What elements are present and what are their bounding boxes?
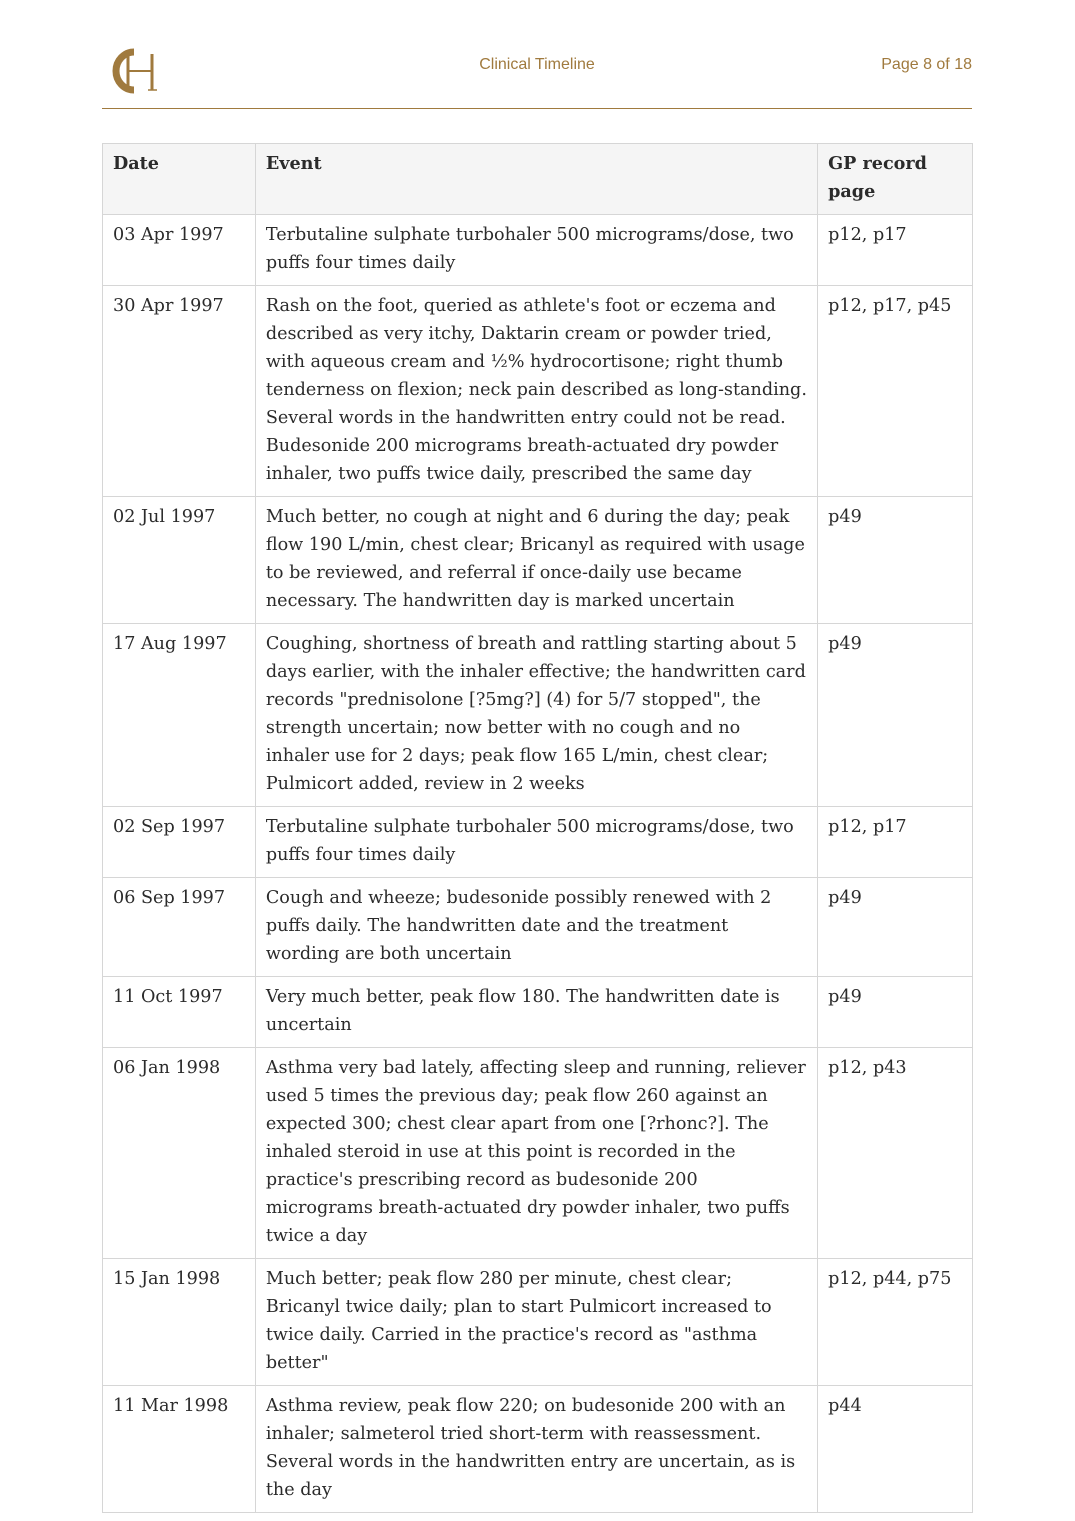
table-row [103, 624, 973, 807]
event-cell: Much better; peak flow 280 per minute, chest clear; Bricanyl twice daily; plan to start Pulmicort increased to twice daily. Carried in the practice's record as "asthma better" [255, 1259, 817, 1386]
gp-record-page-cell: p49 [818, 497, 973, 624]
event-cell: Asthma review, peak flow 220; on budesonide 200 with an inhaler; salmeterol tried short-term with reassessment. Several words in the handwritten entry are uncertain, as is the day [255, 1386, 817, 1513]
date-cell: 17 Aug 1997 [103, 624, 256, 807]
table-row [103, 286, 973, 497]
gp-record-page-cell: p12, p17, p45 [818, 286, 973, 497]
date-cell: 15 Jan 1998 [103, 1259, 256, 1386]
table-row [103, 977, 973, 1048]
gp-record-page-cell: p12, p43 [818, 1048, 973, 1259]
event-cell: Coughing, shortness of breath and rattling starting about 5 days earlier, with the inhaler effective; the handwritten card records "prednisolone [?5mg?] (4) for 5/7 stopped", the strength uncertain; now better with no cough and no inhaler use for 2 days; peak flow 165 L/min, chest clear; Pulmicort added, review in 2 weeks [255, 624, 817, 807]
date-cell: 30 Apr 1997 [103, 286, 256, 497]
table-row [103, 1386, 973, 1513]
date-cell: 11 Oct 1997 [103, 977, 256, 1048]
page-indicator: Page 8 of 18 [881, 56, 972, 73]
clinical-timeline-table [102, 143, 973, 1513]
column-header-date: Date [103, 144, 256, 215]
gp-record-page-cell: p12, p17 [818, 215, 973, 286]
event-cell: Terbutaline sulphate turbohaler 500 micrograms/dose, two puffs four times daily [255, 215, 817, 286]
event-cell: Cough and wheeze; budesonide possibly renewed with 2 puffs daily. The handwritten date and the treatment wording are both uncertain [255, 878, 817, 977]
column-header-event: Event [255, 144, 817, 215]
table-row [103, 1048, 973, 1259]
date-cell: 11 Mar 1998 [103, 1386, 256, 1513]
event-cell: Terbutaline sulphate turbohaler 500 micrograms/dose, two puffs four times daily [255, 807, 817, 878]
gp-record-page-cell: p49 [818, 878, 973, 977]
date-cell: 06 Jan 1998 [103, 1048, 256, 1259]
date-cell: 02 Sep 1997 [103, 807, 256, 878]
event-cell: Very much better, peak flow 180. The handwritten date is uncertain [255, 977, 817, 1048]
gp-record-page-cell: p49 [818, 977, 973, 1048]
gp-record-page-cell: p12, p17 [818, 807, 973, 878]
table-row [103, 1259, 973, 1386]
event-cell: Much better, no cough at night and 6 during the day; peak flow 190 L/min, chest clear; Bricanyl as required with usage to be reviewed, and referral if once-daily use became necessary. The handwritten day is marked uncertain [255, 497, 817, 624]
event-cell: Rash on the foot, queried as athlete's foot or eczema and described as very itchy, Daktarin cream or powder tried, with aqueous cream and ½% hydrocortisone; right thumb tenderness on flexion; neck pain described as long-standing. Several words in the handwritten entry could not be read. Budesonide 200 micrograms breath-actuated dry powder inhaler, two puffs twice daily, prescribed the same day [255, 286, 817, 497]
gp-record-page-cell: p44 [818, 1386, 973, 1513]
date-cell: 06 Sep 1997 [103, 878, 256, 977]
table-row [103, 807, 973, 878]
date-cell: 03 Apr 1997 [103, 215, 256, 286]
table-row [103, 497, 973, 624]
event-cell: Asthma very bad lately, affecting sleep and running, reliever used 5 times the previous day; peak flow 260 against an expected 300; chest clear apart from one [?rhonc?]. The inhaled steroid in use at this point is recorded in the practice's prescribing record as budesonide 200 micrograms breath-actuated dry powder inhaler, two puffs twice a day [255, 1048, 817, 1259]
column-header-gp-record-page: GP record page [818, 144, 973, 215]
gp-record-page-cell: p49 [818, 624, 973, 807]
page-header [102, 0, 972, 109]
gp-record-page-cell: p12, p44, p75 [818, 1259, 973, 1386]
table-row [103, 215, 973, 286]
table-header-row [103, 144, 973, 215]
table-row [103, 878, 973, 977]
date-cell: 02 Jul 1997 [103, 497, 256, 624]
document-title: Clinical Timeline [479, 56, 595, 73]
